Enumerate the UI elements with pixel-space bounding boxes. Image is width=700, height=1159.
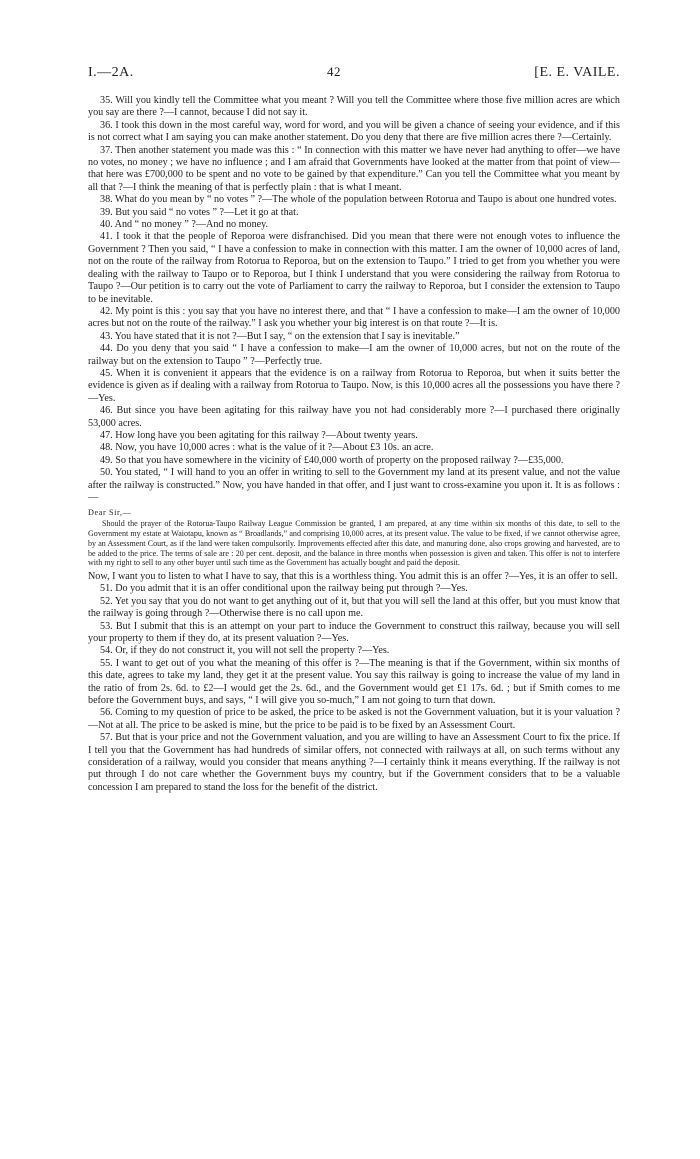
question-56: 56. Coming to my question of price to be asked, the price to be asked is not the Government valuation, but it is your valuation ?—Not at all. The price to be asked is mine, but the price to be paid is to be fixed by an Assessment Court. — [88, 707, 620, 731]
page-number: 42 — [327, 64, 342, 79]
statement-after-letter: Now, I want you to listen to what I have to say, that this is a worthless thing. You admit this is an offer ?—Yes, it is an offer to sell. — [88, 570, 618, 582]
quoted-letter — [88, 508, 620, 568]
question-57: 57. But that is your price and not the Government valuation, and you are willing to have an Assessment Court to fix the price. If I tell you that the Government has had hundreds of similar offers, not connected with railways at all, on such terms without any consideration of a railway, would you consider that means anything ?—I certainly think it means everything. If the railway is not put through I do not care whether the Government buys my country, but if the Government considers that to be a valuable concession I am prepared to stand the loss for the benefit of the district. — [88, 732, 620, 793]
question-35: 35. Will you kindly tell the Committee what you meant ? Will you tell the Committee where those five million acres are which you say are there ?—I cannot, because I did not say it. — [88, 95, 620, 119]
question-39: 39. But you said “ no votes ” ?—Let it go at that. — [100, 206, 299, 218]
question-38: 38. What do you mean by “ no votes ” ?—The whole of the population between Rotorua and Taupo is about one hundred votes. — [100, 194, 617, 206]
question-46: 46. But since you have been agitating for this railway have you not had considerably more ?—I purchased there originally 53,000 acres. — [88, 405, 620, 429]
question-48: 48. Now, you have 10,000 acres : what is the value of it ?—About £3 10s. an acre. — [100, 442, 434, 454]
question-36: 36. I took this down in the most careful way, word for word, and you will be given a chance of seeing your evidence, and if this is not correct what I am saying you can make another statement. Do you deny that there are five million acres there ?—Certainly. — [88, 119, 620, 144]
question-45: 45. When it is convenient it appears that the evidence is on a railway from Rotorua to Reporoa, but when it suits better the evidence is given as if dealing with a railway from Rotorua to Taupo. Now, is this 10,000 acres all the possessions you have there ?—Yes. — [88, 367, 620, 404]
question-44: 44. Do you deny that you said “ I have a confession to make—I am the owner of 10,000 acres, but not on the route of the railway but on the extension to Taupo ” ?—Perfectly true. — [88, 343, 620, 367]
question-49: 49. So that you have somewhere in the vicinity of £40,000 worth of property on the proposed railway ?—£35,000. — [100, 454, 564, 466]
question-53: 53. But I submit that this is an attempt on your part to induce the Government to construct this railway, because you will sell your property to them if they do, at its present valuation ?—Yes. — [88, 620, 620, 644]
question-40: 40. And “ no money ” ?—And no money. — [100, 219, 269, 231]
question-52: 52. Yet you say that you do not want to get anything out of it, but that you will sell the land at this offer, but you must know that the railway is going through ?—Otherwise there is no call upon me. — [88, 595, 620, 620]
witness-name: [E. E. VAILE. — [534, 65, 620, 80]
evidence-before-letter — [88, 95, 620, 504]
question-37: 37. Then another statement you made was this : “ In connection with this matter we have never had anything to offer—we have no votes, no money ; we have no influence ; and I am afraid that Governments have looked at the matter from that point of view—that here was £700,000 to be spent and no vote to be gained by that expenditure.” Can you tell the Committee what you meant by all that ?—I think the meaning of that is perfectly plain : that is what I meant. — [88, 144, 620, 193]
question-47: 47. How long have you been agitating for this railway ?—About twenty years. — [100, 429, 418, 441]
document-page — [88, 64, 620, 794]
question-43: 43. You have stated that it is not ?—But I say, “ on the extension that I say is inevitable.” — [100, 330, 460, 342]
question-54: 54. Or, if they do not construct it, you will not sell the property ?—Yes. — [100, 645, 390, 657]
letter-salutation: Dear Sir,— — [88, 508, 132, 518]
letter-body: Should the prayer of the Rotorua-Taupo Railway League Commission be granted, I am prepared, at any time within six months of this date, to sell to the Government my estate at Waiotapu, known as “ Broadlands,” and comprising 10,000 acres, at its present value. The value to be fixed, if we cannot otherwise agree, by an Assessment Court, as if the land were taken compulsorily. Improvements effected after this date, and manuring done, also crops growing and harvested, are to be added to the price. The terms of sale are : 20 per cent. deposit, and the balance in three months when possession is given and taken. This offer is not to interfere with my right to sell to any other buyer until such time as the Government has actually bought and paid the deposit. — [88, 519, 620, 568]
question-41: 41. I took it that the people of Reporoa were disfranchised. Did you mean that there were not enough votes to influence the Government ? Then you said, “ I have a confession to make in connection with this matter. I am the owner of 10,000 acres of land, not on the route of the railway from Rotorua to Reporoa, but on the extension to Taupo.” I tried to get from you whether you were dealing with the railway to Taupo or to Reporoa, but I think I understand that you were considering the railway from Rotorua to Taupo ?—Our petition is to carry out the vote of Parliament to carry the railway to Reporoa, but I consider the extension to Taupo to be inevitable. — [88, 231, 620, 305]
question-55: 55. I want to get out of you what the meaning of this offer is ?—The meaning is that if the Government, within six months of this date, agrees to take my land, they get it at the present value. You say this railway is going to increase the value of my land in the ratio of from 2s. 6d. to £2—I would get the 2s. 6d., and the Government would get £1 17s. 6d. ; but if Smith comes to me before the Government buys, and says, “ I will give you so-much,” I am not going to turn that down. — [88, 657, 620, 706]
question-51: 51. Do you admit that it is an offer conditional upon the railway being put through ?—Yes. — [100, 583, 468, 595]
paper-reference: I.—2A. — [88, 65, 134, 80]
page-header — [88, 64, 620, 81]
question-50: 50. You stated, “ I will hand to you an offer in writing to sell to the Government my land at its present value, and not the value after the railway is constructed.” Now, you have handed in that offer, and I just want to cross-examine you upon it. It is as follows :— — [88, 467, 620, 503]
evidence-after-letter — [88, 571, 620, 794]
question-42: 42. My point is this : you say that you have no interest there, and that “ I have a confession to make—I am the owner of 10,000 acres but not on the route of the railway.” I ask you whether your big interest is on that route ?—It is. — [88, 305, 620, 330]
